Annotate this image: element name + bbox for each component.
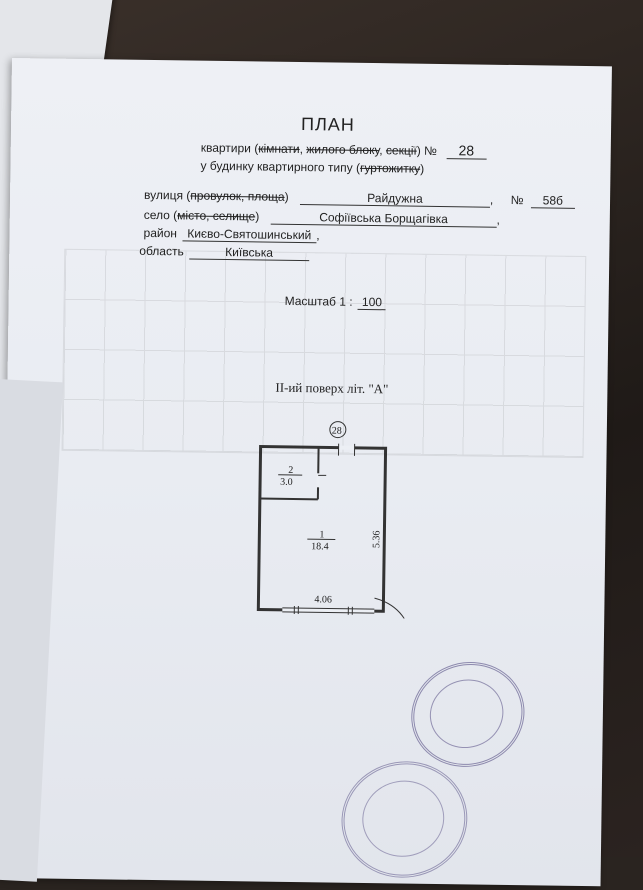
street-label-a: вулиця (: [144, 188, 190, 203]
apartment-marker-label: 28: [332, 426, 342, 437]
scale-label: Масштаб 1 :: [285, 294, 353, 309]
district-value: Києво-Святошинський: [182, 226, 316, 243]
document-title: ПЛАН: [301, 114, 355, 136]
region-row: [139, 244, 309, 261]
district-row: район Києво-Святошинський ,: [143, 226, 319, 243]
room1-area: 18.4: [311, 541, 329, 552]
street-row: вулиця (провулок, площа) Райдужна , № 58б: [144, 188, 575, 209]
round-seal-bottom-inner-ring: [357, 775, 450, 863]
window-gap: [282, 610, 374, 611]
village-value: Софіївська Борщагівка: [270, 210, 496, 228]
room2-area: 3.0: [280, 477, 293, 488]
heading-line-2-suffix: ): [420, 162, 424, 176]
heading-sep-2: ,: [379, 143, 386, 157]
struck-kimnaty: кімнати: [258, 141, 300, 156]
struck-blok: жилого блоку: [306, 142, 379, 157]
plan-document-page: [1, 58, 612, 886]
heading-sep-1: ,: [300, 142, 307, 156]
struck-gurtozhytok: гуртожитку: [360, 161, 420, 176]
width-dimension: 4.06: [314, 594, 332, 605]
heading-line-2-prefix: у будинку квартирного типу (: [200, 159, 360, 175]
room2-number: 2: [288, 465, 293, 476]
round-seal-bottom: [333, 752, 476, 887]
house-number-label: №: [511, 193, 524, 207]
room1-number: 1: [319, 529, 324, 540]
street-label-b: ): [285, 190, 289, 204]
street-label-struck: провулок, площа: [190, 189, 284, 204]
region-label: область: [139, 244, 184, 259]
bathroom-wall-horizontal: [260, 499, 318, 500]
balcony-arc: [374, 598, 404, 618]
floor-title: ІІ-ий поверх літ. "А": [275, 380, 388, 398]
round-seal-top: [398, 648, 538, 781]
village-row: село (місто, селище) Софіївська Борщагівка ,: [144, 208, 500, 228]
heading-line-1-suffix: ) №: [417, 144, 437, 158]
height-dimension: 5.36: [371, 531, 382, 549]
apartment-number: 28: [446, 142, 486, 160]
district-label: район: [143, 226, 177, 240]
floor-plan-drawing: [244, 416, 417, 618]
scale-row: [285, 294, 387, 310]
street-value: Райдужна: [300, 190, 490, 208]
house-number-value: 58б: [531, 193, 575, 209]
scale-value: 100: [358, 295, 386, 310]
village-label-struck: місто, селище: [177, 208, 255, 223]
round-seal-top-inner-ring: [421, 670, 512, 757]
heading-line-1: [201, 139, 487, 160]
heading-line-2: [200, 159, 424, 176]
heading-line-1-prefix: квартири (: [201, 141, 259, 156]
struck-sektsii: секції: [386, 143, 417, 157]
region-value: Київська: [189, 244, 309, 261]
village-label-b: ): [255, 209, 259, 223]
village-label-a: село (: [144, 208, 178, 222]
